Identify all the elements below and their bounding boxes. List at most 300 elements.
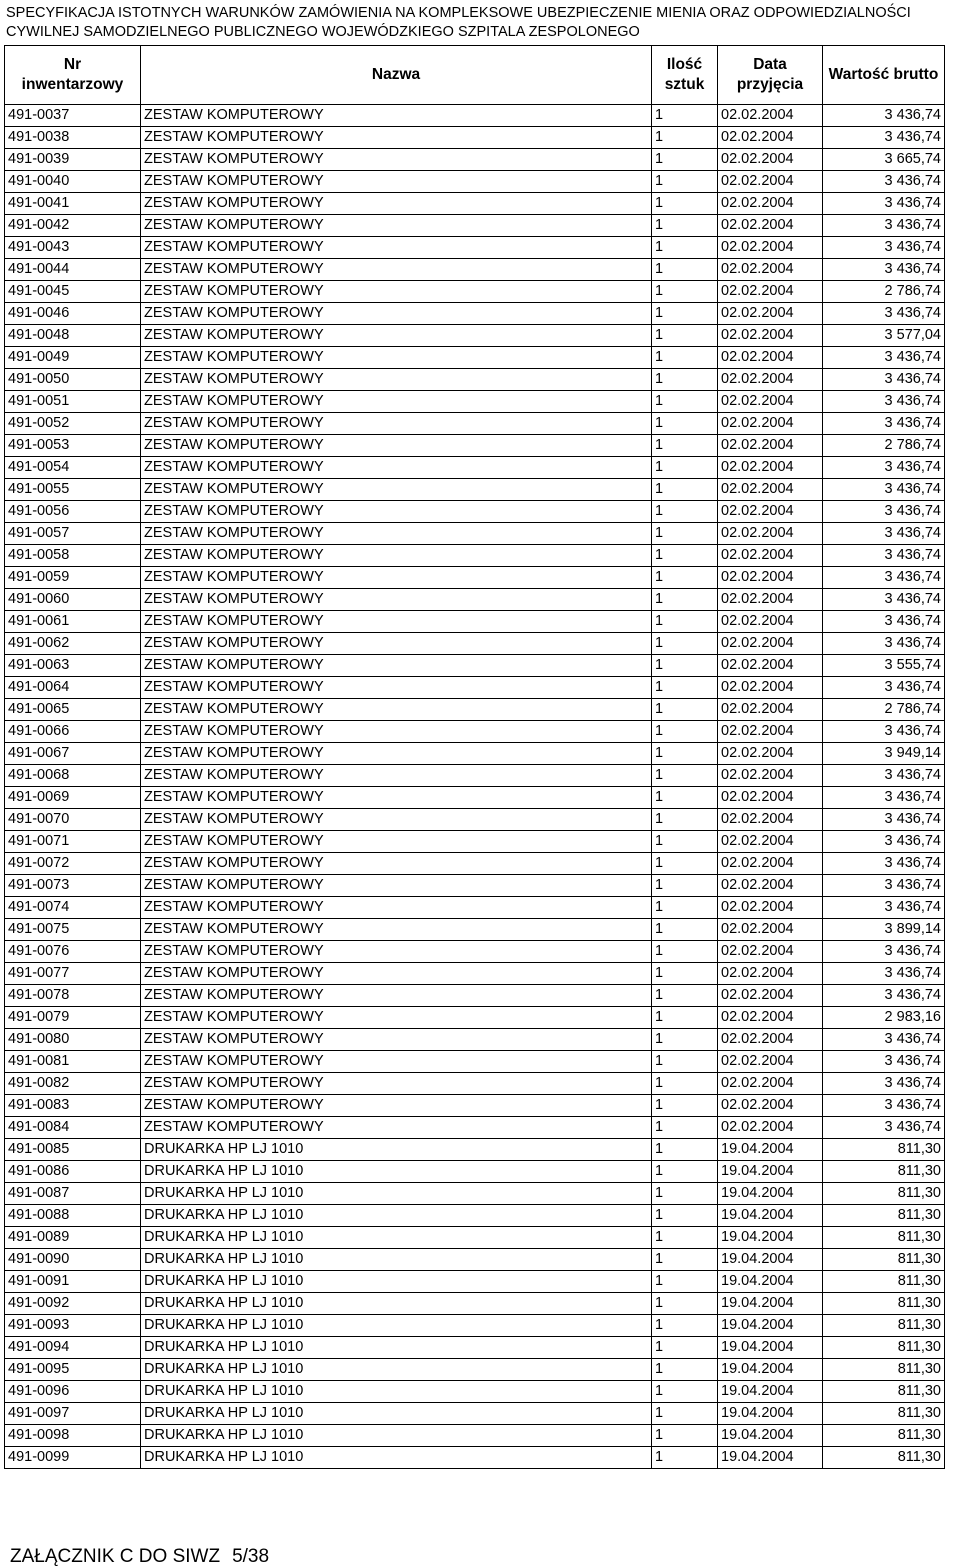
cell-quantity: 1 [652, 1051, 718, 1073]
cell-name: ZESTAW KOMPUTEROWY [141, 1051, 652, 1073]
table-row [5, 1315, 945, 1337]
cell-gross-value: 3 436,74 [823, 105, 945, 127]
cell-name: DRUKARKA HP LJ 1010 [141, 1205, 652, 1227]
cell-gross-value: 811,30 [823, 1447, 945, 1469]
cell-inventory-number: 491-0086 [5, 1161, 141, 1183]
cell-date: 02.02.2004 [718, 259, 823, 281]
cell-date: 02.02.2004 [718, 193, 823, 215]
cell-inventory-number: 491-0084 [5, 1117, 141, 1139]
cell-name: ZESTAW KOMPUTEROWY [141, 655, 652, 677]
cell-quantity: 1 [652, 1337, 718, 1359]
cell-date: 02.02.2004 [718, 391, 823, 413]
cell-date: 02.02.2004 [718, 985, 823, 1007]
cell-inventory-number: 491-0042 [5, 215, 141, 237]
page-number: 5/38 [232, 1546, 270, 1567]
cell-quantity: 1 [652, 1403, 718, 1425]
cell-gross-value: 3 436,74 [823, 1095, 945, 1117]
cell-inventory-number: 491-0071 [5, 831, 141, 853]
cell-quantity: 1 [652, 1161, 718, 1183]
cell-gross-value: 3 436,74 [823, 391, 945, 413]
cell-inventory-number: 491-0087 [5, 1183, 141, 1205]
cell-name: ZESTAW KOMPUTEROWY [141, 611, 652, 633]
cell-inventory-number: 491-0078 [5, 985, 141, 1007]
cell-name: ZESTAW KOMPUTEROWY [141, 391, 652, 413]
cell-name: ZESTAW KOMPUTEROWY [141, 127, 652, 149]
cell-gross-value: 3 577,04 [823, 325, 945, 347]
cell-quantity: 1 [652, 1007, 718, 1029]
table-row [5, 1117, 945, 1139]
table-row [5, 1227, 945, 1249]
cell-date: 02.02.2004 [718, 501, 823, 523]
cell-date: 02.02.2004 [718, 215, 823, 237]
cell-gross-value: 3 436,74 [823, 809, 945, 831]
cell-inventory-number: 491-0061 [5, 611, 141, 633]
cell-name: ZESTAW KOMPUTEROWY [141, 105, 652, 127]
cell-quantity: 1 [652, 721, 718, 743]
cell-inventory-number: 491-0096 [5, 1381, 141, 1403]
cell-name: ZESTAW KOMPUTEROWY [141, 237, 652, 259]
table-row [5, 259, 945, 281]
table-row [5, 589, 945, 611]
cell-name: DRUKARKA HP LJ 1010 [141, 1293, 652, 1315]
cell-date: 02.02.2004 [718, 281, 823, 303]
cell-quantity: 1 [652, 919, 718, 941]
cell-date: 02.02.2004 [718, 1073, 823, 1095]
table-row [5, 1205, 945, 1227]
table-row [5, 281, 945, 303]
cell-date: 19.04.2004 [718, 1447, 823, 1469]
cell-inventory-number: 491-0041 [5, 193, 141, 215]
cell-inventory-number: 491-0085 [5, 1139, 141, 1161]
cell-date: 02.02.2004 [718, 765, 823, 787]
table-row [5, 1271, 945, 1293]
cell-gross-value: 3 436,74 [823, 677, 945, 699]
table-row [5, 171, 945, 193]
cell-date: 02.02.2004 [718, 105, 823, 127]
cell-quantity: 1 [652, 149, 718, 171]
cell-gross-value: 3 436,74 [823, 347, 945, 369]
cell-quantity: 1 [652, 545, 718, 567]
cell-quantity: 1 [652, 1359, 718, 1381]
table-row [5, 215, 945, 237]
column-header-quantity: Ilość sztuk [652, 46, 718, 105]
cell-date: 02.02.2004 [718, 347, 823, 369]
cell-date: 02.02.2004 [718, 127, 823, 149]
cell-date: 02.02.2004 [718, 479, 823, 501]
cell-name: ZESTAW KOMPUTEROWY [141, 809, 652, 831]
cell-quantity: 1 [652, 369, 718, 391]
cell-name: ZESTAW KOMPUTEROWY [141, 743, 652, 765]
cell-name: ZESTAW KOMPUTEROWY [141, 1029, 652, 1051]
cell-gross-value: 811,30 [823, 1381, 945, 1403]
cell-inventory-number: 491-0055 [5, 479, 141, 501]
cell-name: ZESTAW KOMPUTEROWY [141, 765, 652, 787]
cell-inventory-number: 491-0077 [5, 963, 141, 985]
cell-date: 02.02.2004 [718, 919, 823, 941]
table-body [5, 105, 945, 1469]
cell-name: ZESTAW KOMPUTEROWY [141, 171, 652, 193]
cell-date: 02.02.2004 [718, 523, 823, 545]
cell-inventory-number: 491-0075 [5, 919, 141, 941]
cell-name: ZESTAW KOMPUTEROWY [141, 699, 652, 721]
table-row [5, 1007, 945, 1029]
cell-name: ZESTAW KOMPUTEROWY [141, 501, 652, 523]
cell-inventory-number: 491-0070 [5, 809, 141, 831]
cell-name: DRUKARKA HP LJ 1010 [141, 1381, 652, 1403]
cell-gross-value: 3 436,74 [823, 193, 945, 215]
cell-quantity: 1 [652, 1293, 718, 1315]
table-row [5, 1095, 945, 1117]
cell-gross-value: 3 436,74 [823, 941, 945, 963]
cell-gross-value: 3 436,74 [823, 1029, 945, 1051]
cell-quantity: 1 [652, 479, 718, 501]
header-line-1: SPECYFIKACJA ISTOTNYCH WARUNKÓW ZAMÓWIENIA NA KOMPLEKSOWE UBEZPIECZENIE MIENIA ORAZ ODPOWIEDZIALNOŚCI [6, 5, 911, 21]
cell-date: 19.04.2004 [718, 1249, 823, 1271]
column-header-gross-value: Wartość brutto [823, 46, 945, 105]
cell-inventory-number: 491-0081 [5, 1051, 141, 1073]
cell-gross-value: 811,30 [823, 1315, 945, 1337]
table-row [5, 105, 945, 127]
cell-inventory-number: 491-0040 [5, 171, 141, 193]
table-row [5, 897, 945, 919]
cell-name: ZESTAW KOMPUTEROWY [141, 435, 652, 457]
cell-gross-value: 3 436,74 [823, 127, 945, 149]
cell-quantity: 1 [652, 1425, 718, 1447]
cell-name: ZESTAW KOMPUTEROWY [141, 589, 652, 611]
cell-name: DRUKARKA HP LJ 1010 [141, 1139, 652, 1161]
cell-inventory-number: 491-0095 [5, 1359, 141, 1381]
cell-date: 02.02.2004 [718, 303, 823, 325]
cell-date: 19.04.2004 [718, 1227, 823, 1249]
table-row [5, 1051, 945, 1073]
cell-inventory-number: 491-0066 [5, 721, 141, 743]
cell-name: ZESTAW KOMPUTEROWY [141, 457, 652, 479]
cell-date: 02.02.2004 [718, 1117, 823, 1139]
cell-date: 02.02.2004 [718, 413, 823, 435]
cell-quantity: 1 [652, 1315, 718, 1337]
table-row [5, 1293, 945, 1315]
cell-name: DRUKARKA HP LJ 1010 [141, 1249, 652, 1271]
cell-quantity: 1 [652, 259, 718, 281]
cell-quantity: 1 [652, 809, 718, 831]
table-row [5, 765, 945, 787]
cell-gross-value: 3 436,74 [823, 457, 945, 479]
cell-quantity: 1 [652, 677, 718, 699]
cell-gross-value: 811,30 [823, 1205, 945, 1227]
cell-gross-value: 3 899,14 [823, 919, 945, 941]
cell-quantity: 1 [652, 347, 718, 369]
cell-date: 02.02.2004 [718, 1051, 823, 1073]
cell-quantity: 1 [652, 281, 718, 303]
cell-inventory-number: 491-0065 [5, 699, 141, 721]
cell-gross-value: 3 555,74 [823, 655, 945, 677]
header-line-2: CYWILNEJ SAMODZIELNEGO PUBLICZNEGO WOJEWÓDZKIEGO SZPITALA ZESPOLONEGO [6, 24, 640, 40]
table-header-row [5, 46, 945, 105]
cell-name: ZESTAW KOMPUTEROWY [141, 721, 652, 743]
column-header-date: Data przyjęcia [718, 46, 823, 105]
table-row [5, 303, 945, 325]
table-row [5, 941, 945, 963]
cell-name: DRUKARKA HP LJ 1010 [141, 1271, 652, 1293]
cell-date: 19.04.2004 [718, 1425, 823, 1447]
cell-name: DRUKARKA HP LJ 1010 [141, 1403, 652, 1425]
cell-date: 02.02.2004 [718, 963, 823, 985]
cell-quantity: 1 [652, 1227, 718, 1249]
table-row [5, 457, 945, 479]
table-row [5, 347, 945, 369]
cell-inventory-number: 491-0067 [5, 743, 141, 765]
document-header [6, 4, 956, 42]
column-header-inventory-number: Nr inwentarzowy [5, 46, 141, 105]
cell-inventory-number: 491-0058 [5, 545, 141, 567]
cell-inventory-number: 491-0039 [5, 149, 141, 171]
table-row [5, 743, 945, 765]
cell-quantity: 1 [652, 897, 718, 919]
cell-gross-value: 3 436,74 [823, 831, 945, 853]
cell-name: ZESTAW KOMPUTEROWY [141, 1073, 652, 1095]
cell-quantity: 1 [652, 215, 718, 237]
cell-date: 02.02.2004 [718, 369, 823, 391]
cell-inventory-number: 491-0089 [5, 1227, 141, 1249]
cell-date: 19.04.2004 [718, 1293, 823, 1315]
cell-date: 19.04.2004 [718, 1139, 823, 1161]
cell-name: ZESTAW KOMPUTEROWY [141, 633, 652, 655]
cell-name: ZESTAW KOMPUTEROWY [141, 853, 652, 875]
table-row [5, 545, 945, 567]
table-row [5, 875, 945, 897]
cell-quantity: 1 [652, 1117, 718, 1139]
cell-inventory-number: 491-0069 [5, 787, 141, 809]
cell-inventory-number: 491-0076 [5, 941, 141, 963]
cell-date: 19.04.2004 [718, 1315, 823, 1337]
cell-name: ZESTAW KOMPUTEROWY [141, 369, 652, 391]
cell-date: 19.04.2004 [718, 1205, 823, 1227]
cell-inventory-number: 491-0092 [5, 1293, 141, 1315]
inventory-table [4, 45, 945, 1469]
table-row [5, 611, 945, 633]
cell-date: 02.02.2004 [718, 633, 823, 655]
cell-gross-value: 3 436,74 [823, 303, 945, 325]
cell-name: ZESTAW KOMPUTEROWY [141, 413, 652, 435]
cell-quantity: 1 [652, 765, 718, 787]
cell-quantity: 1 [652, 655, 718, 677]
cell-date: 02.02.2004 [718, 457, 823, 479]
cell-date: 19.04.2004 [718, 1183, 823, 1205]
cell-date: 19.04.2004 [718, 1359, 823, 1381]
cell-inventory-number: 491-0074 [5, 897, 141, 919]
cell-inventory-number: 491-0083 [5, 1095, 141, 1117]
table-row [5, 523, 945, 545]
table-row [5, 1249, 945, 1271]
cell-gross-value: 3 436,74 [823, 765, 945, 787]
cell-name: DRUKARKA HP LJ 1010 [141, 1425, 652, 1447]
cell-gross-value: 3 436,74 [823, 633, 945, 655]
cell-date: 02.02.2004 [718, 1029, 823, 1051]
table-row [5, 985, 945, 1007]
cell-inventory-number: 491-0054 [5, 457, 141, 479]
table-row [5, 831, 945, 853]
cell-gross-value: 2 786,74 [823, 281, 945, 303]
cell-inventory-number: 491-0094 [5, 1337, 141, 1359]
cell-inventory-number: 491-0044 [5, 259, 141, 281]
cell-date: 02.02.2004 [718, 567, 823, 589]
table-row [5, 677, 945, 699]
cell-gross-value: 3 436,74 [823, 215, 945, 237]
cell-quantity: 1 [652, 1205, 718, 1227]
cell-quantity: 1 [652, 1029, 718, 1051]
cell-gross-value: 3 436,74 [823, 1117, 945, 1139]
cell-quantity: 1 [652, 567, 718, 589]
cell-inventory-number: 491-0043 [5, 237, 141, 259]
cell-quantity: 1 [652, 1447, 718, 1469]
cell-date: 02.02.2004 [718, 589, 823, 611]
footer-label: ZAŁĄCZNIK C DO SIWZ [10, 1546, 221, 1567]
cell-quantity: 1 [652, 941, 718, 963]
cell-inventory-number: 491-0056 [5, 501, 141, 523]
table-row [5, 325, 945, 347]
cell-name: ZESTAW KOMPUTEROWY [141, 281, 652, 303]
cell-gross-value: 2 786,74 [823, 435, 945, 457]
cell-inventory-number: 491-0038 [5, 127, 141, 149]
cell-name: ZESTAW KOMPUTEROWY [141, 193, 652, 215]
cell-gross-value: 3 436,74 [823, 853, 945, 875]
cell-inventory-number: 491-0073 [5, 875, 141, 897]
cell-quantity: 1 [652, 875, 718, 897]
cell-gross-value: 811,30 [823, 1161, 945, 1183]
cell-name: ZESTAW KOMPUTEROWY [141, 875, 652, 897]
cell-name: ZESTAW KOMPUTEROWY [141, 677, 652, 699]
cell-name: DRUKARKA HP LJ 1010 [141, 1227, 652, 1249]
table-row [5, 501, 945, 523]
cell-inventory-number: 491-0097 [5, 1403, 141, 1425]
cell-name: ZESTAW KOMPUTEROWY [141, 1095, 652, 1117]
cell-date: 02.02.2004 [718, 853, 823, 875]
cell-quantity: 1 [652, 435, 718, 457]
cell-inventory-number: 491-0072 [5, 853, 141, 875]
cell-quantity: 1 [652, 963, 718, 985]
cell-inventory-number: 491-0050 [5, 369, 141, 391]
table-row [5, 193, 945, 215]
cell-name: ZESTAW KOMPUTEROWY [141, 1117, 652, 1139]
cell-gross-value: 3 436,74 [823, 545, 945, 567]
cell-name: ZESTAW KOMPUTEROWY [141, 963, 652, 985]
table-row [5, 1139, 945, 1161]
cell-name: ZESTAW KOMPUTEROWY [141, 325, 652, 347]
cell-date: 02.02.2004 [718, 699, 823, 721]
table-row [5, 127, 945, 149]
cell-name: ZESTAW KOMPUTEROWY [141, 149, 652, 171]
table-row [5, 1337, 945, 1359]
cell-date: 02.02.2004 [718, 611, 823, 633]
cell-inventory-number: 491-0045 [5, 281, 141, 303]
cell-quantity: 1 [652, 1073, 718, 1095]
cell-quantity: 1 [652, 303, 718, 325]
table-row [5, 369, 945, 391]
cell-inventory-number: 491-0080 [5, 1029, 141, 1051]
cell-inventory-number: 491-0093 [5, 1315, 141, 1337]
cell-inventory-number: 491-0060 [5, 589, 141, 611]
cell-date: 19.04.2004 [718, 1403, 823, 1425]
cell-gross-value: 3 436,74 [823, 479, 945, 501]
cell-name: ZESTAW KOMPUTEROWY [141, 259, 652, 281]
table-row [5, 567, 945, 589]
table-row [5, 1073, 945, 1095]
cell-quantity: 1 [652, 237, 718, 259]
cell-quantity: 1 [652, 787, 718, 809]
cell-date: 02.02.2004 [718, 435, 823, 457]
cell-name: ZESTAW KOMPUTEROWY [141, 985, 652, 1007]
table-row [5, 1403, 945, 1425]
cell-date: 02.02.2004 [718, 743, 823, 765]
cell-name: ZESTAW KOMPUTEROWY [141, 347, 652, 369]
table-row [5, 149, 945, 171]
cell-gross-value: 3 436,74 [823, 369, 945, 391]
page-footer [10, 1546, 281, 1568]
cell-quantity: 1 [652, 699, 718, 721]
cell-inventory-number: 491-0091 [5, 1271, 141, 1293]
cell-inventory-number: 491-0049 [5, 347, 141, 369]
cell-inventory-number: 491-0063 [5, 655, 141, 677]
cell-name: DRUKARKA HP LJ 1010 [141, 1183, 652, 1205]
cell-gross-value: 811,30 [823, 1227, 945, 1249]
cell-name: ZESTAW KOMPUTEROWY [141, 787, 652, 809]
cell-gross-value: 2 786,74 [823, 699, 945, 721]
cell-inventory-number: 491-0062 [5, 633, 141, 655]
cell-inventory-number: 491-0046 [5, 303, 141, 325]
cell-gross-value: 3 436,74 [823, 985, 945, 1007]
cell-gross-value: 811,30 [823, 1293, 945, 1315]
cell-name: ZESTAW KOMPUTEROWY [141, 897, 652, 919]
cell-quantity: 1 [652, 1271, 718, 1293]
table-row [5, 1161, 945, 1183]
cell-name: ZESTAW KOMPUTEROWY [141, 215, 652, 237]
cell-inventory-number: 491-0052 [5, 413, 141, 435]
cell-gross-value: 811,30 [823, 1425, 945, 1447]
cell-name: ZESTAW KOMPUTEROWY [141, 831, 652, 853]
cell-gross-value: 3 436,74 [823, 171, 945, 193]
cell-inventory-number: 491-0088 [5, 1205, 141, 1227]
table-row [5, 391, 945, 413]
table-row [5, 633, 945, 655]
table-row [5, 1359, 945, 1381]
cell-gross-value: 3 436,74 [823, 1051, 945, 1073]
cell-date: 02.02.2004 [718, 787, 823, 809]
cell-quantity: 1 [652, 985, 718, 1007]
cell-inventory-number: 491-0090 [5, 1249, 141, 1271]
cell-name: ZESTAW KOMPUTEROWY [141, 941, 652, 963]
cell-gross-value: 2 983,16 [823, 1007, 945, 1029]
cell-quantity: 1 [652, 853, 718, 875]
table-row [5, 1381, 945, 1403]
cell-gross-value: 3 436,74 [823, 875, 945, 897]
cell-quantity: 1 [652, 391, 718, 413]
table-row [5, 853, 945, 875]
cell-name: DRUKARKA HP LJ 1010 [141, 1359, 652, 1381]
cell-name: DRUKARKA HP LJ 1010 [141, 1315, 652, 1337]
cell-name: ZESTAW KOMPUTEROWY [141, 567, 652, 589]
cell-gross-value: 3 436,74 [823, 897, 945, 919]
cell-quantity: 1 [652, 1139, 718, 1161]
cell-gross-value: 3 436,74 [823, 1073, 945, 1095]
cell-date: 02.02.2004 [718, 325, 823, 347]
cell-quantity: 1 [652, 611, 718, 633]
cell-name: DRUKARKA HP LJ 1010 [141, 1337, 652, 1359]
cell-date: 02.02.2004 [718, 677, 823, 699]
cell-quantity: 1 [652, 1381, 718, 1403]
cell-quantity: 1 [652, 325, 718, 347]
cell-date: 02.02.2004 [718, 875, 823, 897]
cell-inventory-number: 491-0051 [5, 391, 141, 413]
